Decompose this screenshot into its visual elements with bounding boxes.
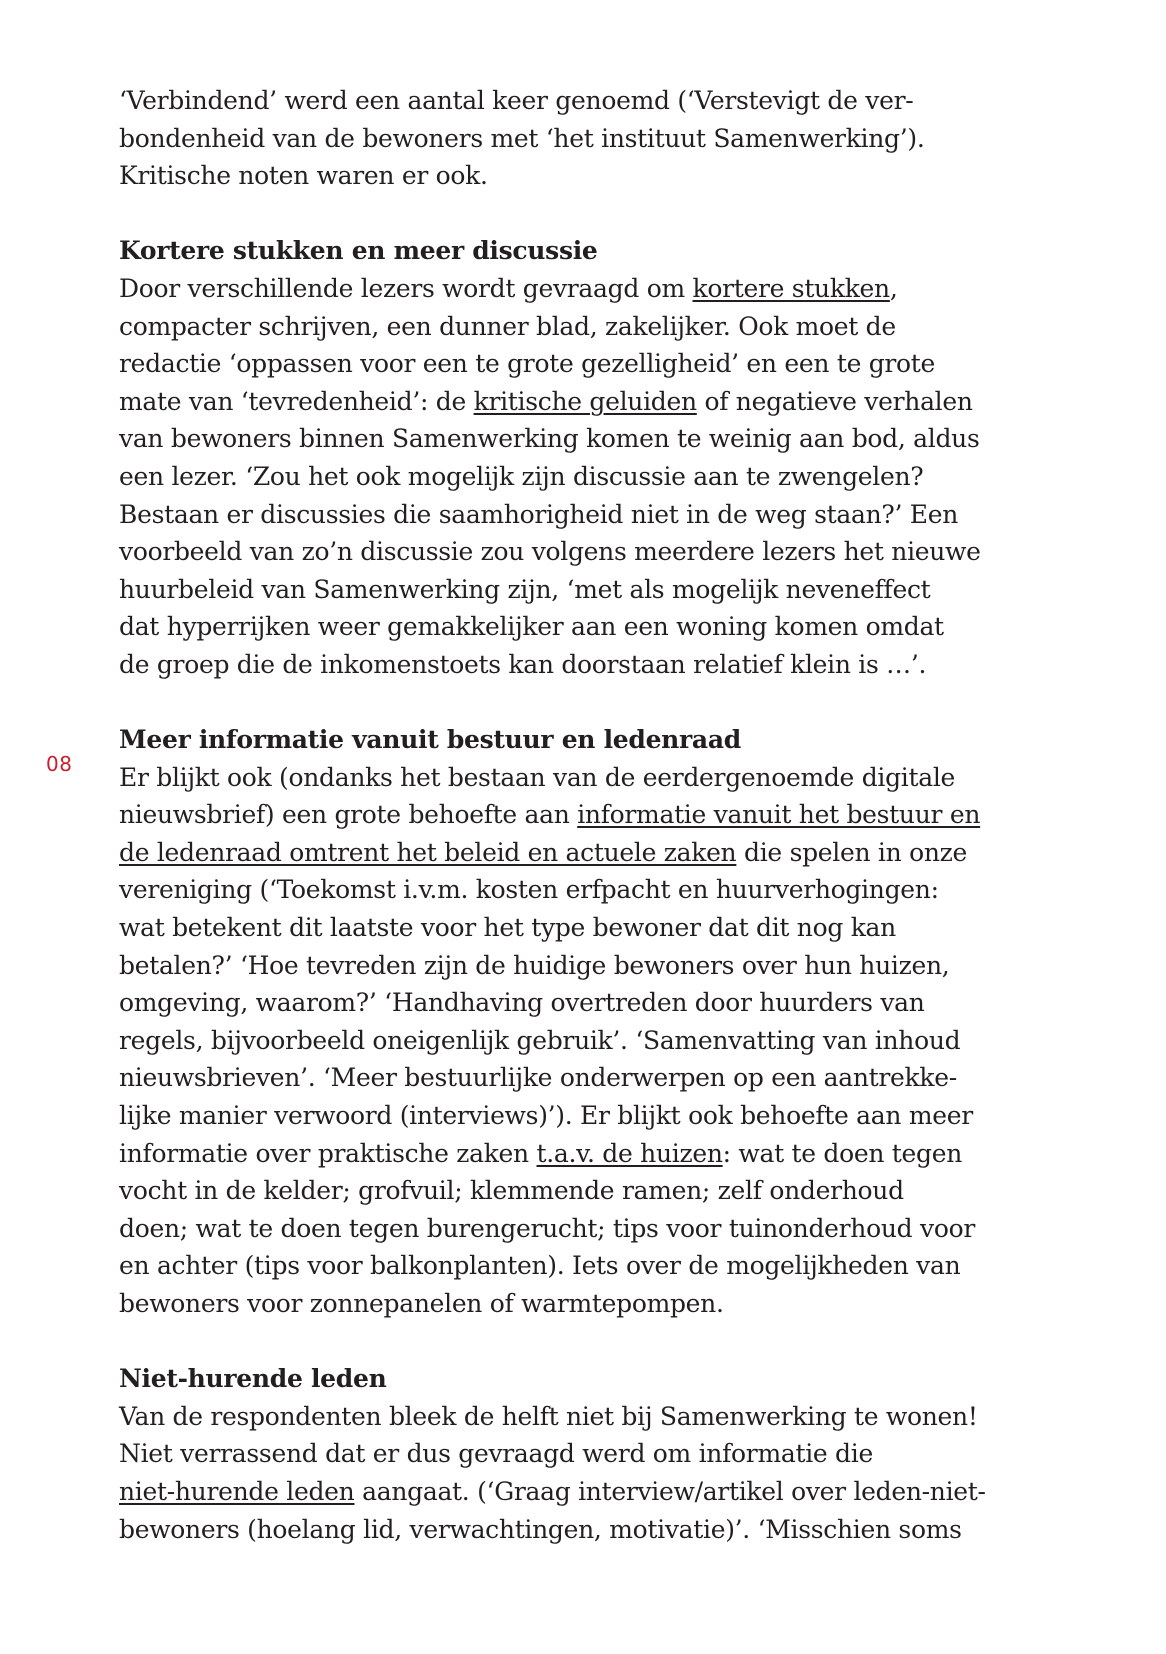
text-run: omgeving, waarom?’ ‘Handhaving overtreden door huurders van <box>119 988 925 1018</box>
underlined-phrase: kritische geluiden <box>473 386 697 416</box>
text-line <box>119 496 999 534</box>
text-run: een lezer. ‘Zou het ook mogelijk zijn discussie aan te zwengelen? <box>119 461 924 491</box>
text-line <box>119 1059 999 1097</box>
text-line <box>119 1097 999 1135</box>
text-line <box>119 1210 999 1248</box>
text-line <box>119 608 999 646</box>
text-run: vereniging (‘Toekomst i.v.m. kosten erfpacht en huurverhogingen: <box>119 875 939 905</box>
text-run: betalen?’ ‘Hoe tevreden zijn de huidige bewoners over hun huizen, <box>119 950 950 980</box>
text-run: doen; wat te doen tegen burengerucht; tips voor tuinonderhoud voor <box>119 1213 975 1243</box>
text-run: dat hyperrijken weer gemakkelijker aan een woning komen omdat <box>119 612 944 642</box>
text-line <box>119 909 999 947</box>
text-run: nieuwsbrieven’. ‘Meer bestuurlijke onderwerpen op een aantrekke- <box>119 1063 957 1093</box>
underlined-phrase: t.a.v. de huizen <box>536 1138 723 1168</box>
text-line <box>119 834 999 872</box>
underlined-phrase: de ledenraad omtrent het beleid en actuele zaken <box>119 837 737 867</box>
section-body <box>119 1398 999 1548</box>
text-line <box>119 308 999 346</box>
text-line: ‘Verbindend’ werd een aantal keer genoemd (‘Verstevigt de ver- <box>119 86 914 115</box>
underlined-phrase: niet-hurende leden <box>119 1476 355 1506</box>
text-run: en achter (tips voor balkonplanten). Iets over de mogelijkheden van <box>119 1251 961 1281</box>
text-run: of negatieve verhalen <box>696 386 973 416</box>
text-line <box>119 984 999 1022</box>
text-line <box>119 1511 999 1549</box>
page-number: 08 <box>46 752 73 776</box>
text-line <box>119 270 999 308</box>
section-heading: Meer informatie vanuit bestuur en ledenraad <box>119 725 741 755</box>
text-line <box>119 1247 999 1285</box>
text-line <box>119 947 999 985</box>
paragraph-gap <box>119 1323 999 1361</box>
text-line <box>119 1285 999 1323</box>
intro-paragraph <box>119 82 999 195</box>
section-heading: Niet-hurende leden <box>119 1364 387 1394</box>
section <box>119 721 999 1323</box>
text-run: Van de respondenten bleek de helft niet bij Samenwerking te wonen! <box>119 1401 978 1431</box>
section <box>119 1360 999 1548</box>
text-line <box>119 1435 999 1473</box>
text-run: vocht in de kelder; grofvuil; klemmende ramen; zelf onderhoud <box>119 1176 904 1206</box>
text-line: Kritische noten waren er ook. <box>119 161 488 191</box>
text-line <box>119 1473 999 1511</box>
text-run: de groep die de inkomenstoets kan doorstaan relatief klein is …’. <box>119 649 927 679</box>
text-run: aangaat. (‘Graag interview/artikel over leden-niet- <box>354 1476 986 1506</box>
section-body <box>119 759 999 1323</box>
text-run: : wat te doen tegen <box>722 1138 963 1168</box>
text-run: informatie over praktische zaken <box>119 1138 537 1168</box>
text-line <box>119 759 999 797</box>
underlined-phrase: kortere stukken <box>692 273 890 303</box>
text-line <box>119 571 999 609</box>
text-run: , <box>889 273 898 303</box>
text-line <box>119 533 999 571</box>
text-line <box>119 1135 999 1173</box>
text-run: huurbeleid van Samenwerking zijn, ‘met als mogelijk neveneffect <box>119 574 931 604</box>
text-line <box>119 383 999 421</box>
text-run: nieuwsbrief) een grote behoefte aan <box>119 800 578 830</box>
text-run: Niet verrassend dat er dus gevraagd werd om informatie die <box>119 1439 873 1469</box>
text-line <box>119 1022 999 1060</box>
text-run: compacter schrijven, een dunner blad, zakelijker. Ook moet de <box>119 311 896 341</box>
underlined-phrase: informatie vanuit het bestuur en <box>577 800 981 830</box>
text-run: Bestaan er discussies die saamhorigheid niet in de weg staan?’ Een <box>119 499 959 529</box>
text-run: Er blijkt ook (ondanks het bestaan van de eerdergenoemde digitale <box>119 762 956 792</box>
text-line <box>119 458 999 496</box>
text-run: Door verschillende lezers wordt gevraagd om <box>119 273 693 303</box>
text-run: bewoners voor zonnepanelen of warmtepompen. <box>119 1289 724 1318</box>
text-run: bewoners (hoelang lid, verwachtingen, motivatie)’. ‘Misschien soms <box>119 1514 962 1544</box>
section-body <box>119 270 999 684</box>
paragraph-gap <box>119 684 999 722</box>
paragraph-gap <box>119 195 999 233</box>
text-run: die spelen in onze <box>736 837 967 867</box>
text-run: redactie ‘oppassen voor een te grote gezelligheid’ en een te grote <box>119 349 936 379</box>
text-line <box>119 420 999 458</box>
text-line <box>119 1398 999 1436</box>
text-run: mate van ‘tevredenheid’: de <box>119 386 474 416</box>
text-run: regels, bijvoorbeeld oneigenlijk gebruik’. ‘Samenvatting van inhoud <box>119 1025 961 1055</box>
text-line: bondenheid van de bewoners met ‘het instituut Samenwerking’). <box>119 123 925 153</box>
text-line <box>119 1172 999 1210</box>
text-run: lijke manier verwoord (interviews)’). Er blijkt ook behoefte aan meer <box>119 1101 973 1131</box>
text-run: van bewoners binnen Samenwerking komen te weinig aan bod, aldus <box>119 424 980 454</box>
text-run: wat betekent dit laatste voor het type bewoner dat dit nog kan <box>119 913 896 943</box>
text-line <box>119 796 999 834</box>
text-line <box>119 646 999 684</box>
section-heading: Kortere stukken en meer discussie <box>119 236 598 266</box>
article-column <box>119 82 999 1548</box>
text-run: voorbeeld van zo’n discussie zou volgens meerdere lezers het nieuwe <box>119 537 981 567</box>
text-line <box>119 871 999 909</box>
text-line <box>119 345 999 383</box>
section <box>119 232 999 683</box>
